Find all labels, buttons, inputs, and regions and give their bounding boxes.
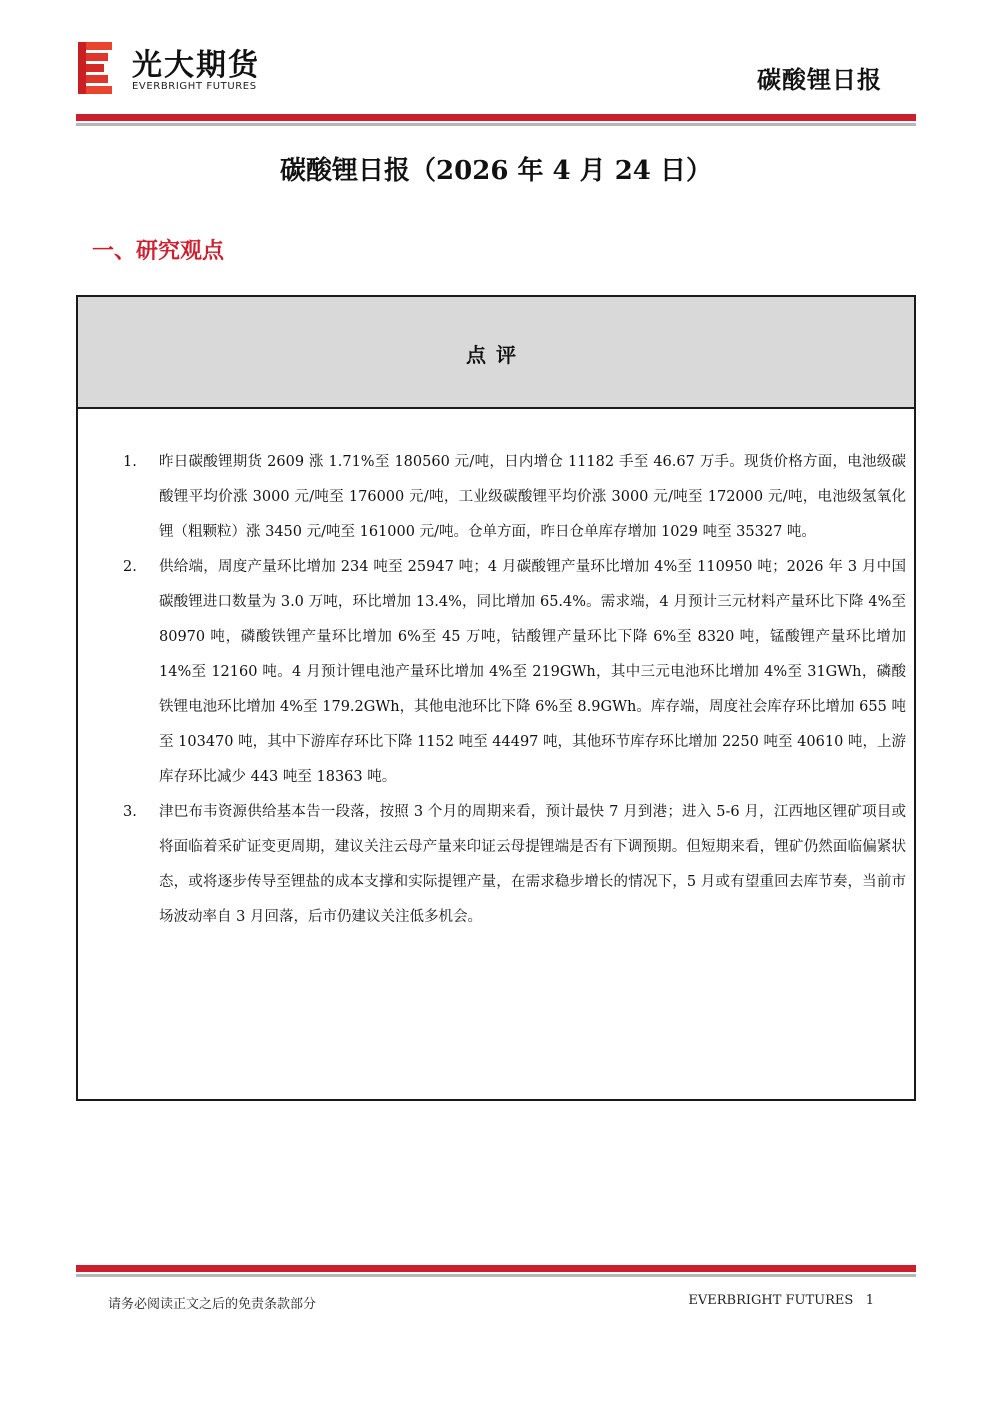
everbright-logo-icon — [78, 42, 112, 98]
list-item-number: 3. — [123, 804, 137, 820]
comment-list — [78, 445, 914, 935]
footer-disclaimer: 请务必阅读正文之后的免责条款部分 — [108, 1297, 317, 1312]
company-logo — [78, 40, 308, 100]
list-item — [78, 550, 914, 795]
header-report-name: 碳酸锂日报 — [757, 66, 882, 94]
footer-rule-grey — [76, 1274, 916, 1277]
footer-brand-name: EVERBRIGHT FUTURES — [688, 1293, 854, 1308]
logo-chinese-name: 光大期货 — [132, 48, 260, 83]
list-item-text: 津巴布韦资源供给基本告一段落，按照 3 个月的周期来看，预计最快 7 月到港；进入 5-6 月，江西地区锂矿项目或将面临着采矿证变更周期，建议关注云母产量来印证云母提锂端是否有下调预期。但短期来看，锂矿仍然面临偏紧状态，或将逐步传导至锂盐的成本支撑和实际提锂产量，在需求稳步增长的情况下，5 月或有望重回去库节奏，当前市场波动率自 3 月回落，后市仍建议关注低多机会。 — [159, 804, 906, 925]
document-title: 碳酸锂日报（2026 年 4 月 24 日） — [280, 156, 712, 186]
list-item-text: 供给端，周度产量环比增加 234 吨至 25947 吨；4 月碳酸锂产量环比增加 4%至 110950 吨；2026 年 3 月中国碳酸锂进口数量为 3.0 万吨，环比增加 13.4%，同比增加 65.4%。需求端，4 月预计三元材料产量环比下降 4%至 80970 吨，磷酸铁锂产量环比增加 6%至 45 万吨，钴酸锂产量环比下降 6%至 8320 吨，锰酸锂产量环比增加 14%至 12160 吨。4 月预计锂电池产量环比增加 4%至 219GWh，其中三元电池环比增加 4%至 31GWh，磷酸铁锂电池环比增加 4%至 179.2GWh，其他电池环比下降 6%至 8.9GWh。库存端，周度社会库存环比增加 655 吨至 103470 吨，其中下游库存环比下降 1152 吨至 44497 吨，其他环节库存环比增加 2250 吨至 40610 吨，上游库存环比减少 443 吨至 18363 吨。 — [159, 559, 906, 785]
list-item — [78, 445, 914, 550]
header-rule-grey — [76, 123, 916, 126]
comment-box-header — [78, 297, 914, 409]
page-number: 1 — [865, 1293, 874, 1308]
footer-brand — [688, 1293, 874, 1308]
comment-box-header-label: 点评 — [466, 343, 526, 367]
list-item-text: 昨日碳酸锂期货 2609 涨 1.71%至 180560 元/吨，日内增仓 11182 手至 46.67 万手。现货价格方面，电池级碳酸锂平均价涨 3000 元/吨至 176000 元/吨，工业级碳酸锂平均价涨 3000 元/吨至 172000 元/吨，电池级氢氧化锂（粗颗粒）涨 3450 元/吨至 161000 元/吨。仓单方面，昨日仓单库存增加 1029 吨至 35327 吨。 — [159, 454, 906, 540]
list-item-number: 1. — [123, 454, 137, 470]
section-heading: 一、研究观点 — [92, 239, 225, 264]
comment-box — [76, 295, 916, 1101]
list-item-number: 2. — [123, 559, 137, 575]
footer-rule-red — [76, 1265, 916, 1272]
header-rule-red — [76, 114, 916, 121]
logo-english-name: EVERBRIGHT FUTURES — [132, 81, 257, 92]
list-item — [78, 795, 914, 935]
